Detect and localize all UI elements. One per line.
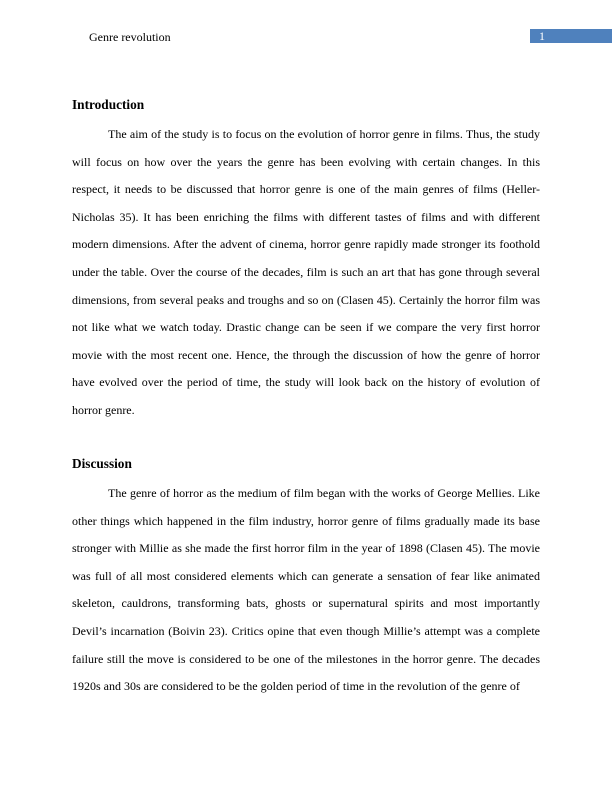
section-heading-introduction: Introduction (72, 97, 145, 112)
page-number: 1 (539, 29, 545, 43)
page-number-bar (530, 29, 612, 43)
section-heading-discussion: Discussion (72, 456, 132, 471)
running-head: Genre revolution (89, 30, 171, 44)
introduction-paragraph: The aim of the study is to focus on the evolution of horror genre in films. Thus, the study will focus on how over the years the genre has been evolving with certain changes. In this respect, it needs to be discussed that horror genre is one of the main genres of films (Heller-Nicholas 35). It has been enriching the films with different tastes of films and with different modern dimensions. After the advent of cinema, horror genre rapidly made stronger its foothold under the table. Over the course of the decades, film is such an art that has gone through several dimensions, from several peaks and troughs and so on (Clasen 45). Certainly the horror film was not like what we watch today. Drastic change can be seen if we compare the very first horror movie with the most recent one. Hence, the through the discussion of how the genre of horror have evolved over the period of time, the study will look back on the history of evolution of horror genre. (72, 127, 540, 417)
discussion-paragraph: The genre of horror as the medium of film began with the works of George Mellies. Like other things which happened in the film industry, horror genre of films gradually made its base stronger with Millie as she made the first horror film in the year of 1898 (Clasen 45). The movie was full of all most considered elements which can generate a sensation of fear like animated skeleton, cauldrons, transforming bats, ghosts or supernatural spirits and most importantly Devil’s incarnation (Boivin 23). Critics opine that even though Millie’s attempt was a complete failure still the move is considered to be one of the milestones in the horror genre. The decades 1920s and 30s are considered to be the golden period of time in the revolution of the genre of (72, 486, 540, 694)
